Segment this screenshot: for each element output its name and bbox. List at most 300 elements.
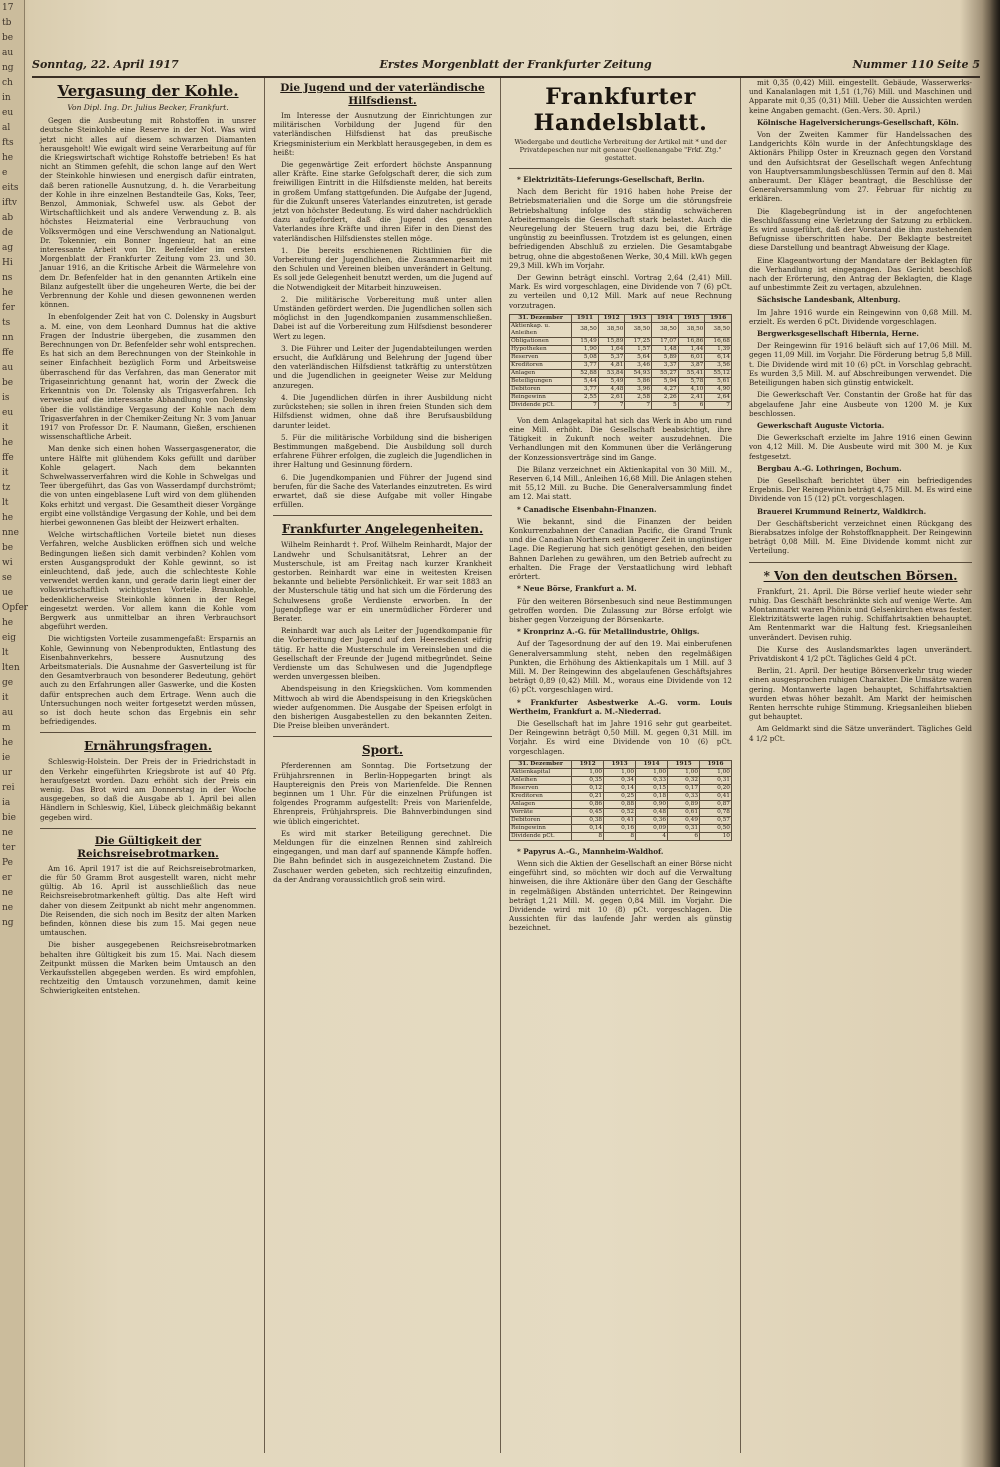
table-cell: Kreditoren [510, 361, 572, 369]
table-row [510, 768, 732, 776]
table-cell: 1,00 [572, 768, 604, 776]
article-body-auguste-victoria [749, 433, 972, 461]
edge-fragment: fer [2, 303, 15, 313]
paragraph: Am Geldmarkt sind die Sätze unverändert. Tägliches Geld 4 1/2 pCt. [749, 724, 972, 743]
paragraph: Die gegenwärtige Zeit erfordert höchste Anspannung aller Kräfte. Eine starke Gefolgschaft derer, die sich zum freiwilligen Eintritt in die Hilfsdienste melden, hat bereits in großem Umfang stattgefunden. Die Aufgabe der Jugend, für die Zukunft unseres Vaterlandes einzutreten, ist gerade jetzt von höchster Bedeutung. Es wird daher nachdrücklich dazu aufgefordert, daß die Jugend des gesamten Vaterlandes ihre Kräfte und ihren Eifer in den Dienst des vaterländischen Hilfsdienstes stellen möge. [273, 160, 492, 243]
edge-fragment: fts [2, 138, 14, 148]
article-title-landesbank: Sächsische Landesbank, Altenburg. [757, 295, 901, 305]
table-cell: 1,00 [604, 768, 636, 776]
edge-fragment: ffe [2, 348, 14, 358]
edge-fragment: he [2, 738, 14, 748]
table-cell: Aktienkapital [510, 768, 572, 776]
article-title-ernaehrung: Ernährungsfragen. [84, 739, 212, 754]
edge-fragment: it [2, 423, 9, 433]
table-cell: 3,96 [625, 385, 652, 393]
edge-fragment: he [2, 618, 14, 628]
table-row [510, 776, 732, 784]
paragraph: Abendspeisung in den Kriegsküchen. Vom kommenden Mittwoch ab wird die Abendspeisung in den Kriegsküchen wieder aufgenommen. Die Ausgabe der Speisen erfolgt in den bisherigen Ausgabestellen zu den bekannten Zeiten. Die Preise bleiben unverändert. [273, 684, 492, 731]
table-row [510, 832, 732, 840]
article-body-kronprinz [509, 639, 732, 694]
article-body-boersen [749, 587, 972, 743]
paragraph: Wenn sich die Aktien der Gesellschaft an einer Börse nicht eingeführt sind, so möchten wir doch auf die Verwaltung hinweisen, die ihre Aktionäre über den Gang der Geschäfte in regelmäßigen Abständen unterrichtet. Der Reingewinn beträgt 1,21 Mill. M. gegen 0,84 Mill. im Vorjahr. Die Dividende wird mit 10 (8) pCt. vorgeschlagen. Die Aussichten für das laufende Jahr werden als günstig bezeichnet. [509, 858, 732, 933]
table-cell: 38,50 [598, 322, 625, 337]
table-cell: 16,86 [678, 337, 705, 345]
table-cell: Anlagen [510, 800, 572, 808]
table-cell: 3,46 [625, 361, 652, 369]
table-row [510, 401, 732, 409]
article-body-continued [749, 78, 972, 115]
table-cell: 2,41 [678, 393, 705, 401]
article-body-vergasung [40, 116, 256, 726]
article-body-hibernia [749, 341, 972, 418]
paragraph: Berlin, 21. April. Der heutige Börsenverkehr trug wieder einen ausgesprochen ruhigen Charakter. Die Umsätze waren gering. Montanwerte lagen behauptet, Schiffahrtsaktien wurden etwas höher bezahlt. Am Markt der heimischen Renten herrschte ruhige Stimmung. Kriegsanleihen blieben gut behauptet. [749, 666, 972, 722]
edge-fragment: is [2, 393, 10, 403]
edge-fragment: lten [2, 663, 20, 673]
edge-fragment: be [2, 543, 14, 553]
table-header-cell: 1914 [652, 314, 679, 322]
article-title-brauerei: Brauerei Krummund Reinertz, Waldkirch. [757, 506, 927, 516]
paragraph: Die wichtigsten Vorteile zusammengefaßt: Ersparnis an Kohle, Gewinnung von Nebenprodukten, Entlastung des Eisenbahnverkehrs, bessere Ausnutzung des Arbeitsmaterials. Die Ausnahme der Gasverteilung ist für den Gesamtverbrauch von besonderer Bedeutung, gehört auch zu den Erfahrungen aller Gaswerke, und die Kosten dafür entsprechen auch dem Ertrage. Wenn auch die Untersuchungen noch weiter fortgesetzt werden müssen, so ist doch heute schon das Ergebnis ein sehr befriedigendes. [40, 634, 256, 727]
edge-fragment: eu [2, 408, 14, 418]
table-cell: Vorräte [510, 808, 572, 816]
table-cell: Reserven [510, 353, 572, 361]
edge-fragment: se [2, 573, 12, 583]
table-cell: 5,86 [625, 377, 652, 385]
edge-fragment: Pe [2, 858, 13, 868]
edge-fragment: bie [2, 813, 16, 823]
table-cell: Anleihen [510, 776, 572, 784]
paragraph: Wie bekannt, sind die Finanzen der beiden Konkurrenzbahnen der Canadian Pacific, die Grand Trunk und die Canadian Northern seit längerer Zeit in ungünstiger Lage. Die Regierung hat sich genötigt gesehen, den beiden Bahnen Darlehen zu gewähren, um den Betrieb aufrecht zu erhalten. Die Frage der Verstaatlichung wird lebhaft erörtert. [509, 516, 732, 582]
table-cell: 5,44 [572, 377, 599, 385]
article-title-hagelversicherung: Kölnische Hagelversicherungs-Gesellschaft, Köln. [757, 117, 959, 127]
table-cell: 55,27 [652, 369, 679, 377]
table-cell: 0,09 [636, 824, 668, 832]
article-body-ernaehrung [40, 757, 256, 821]
table-row [510, 808, 732, 816]
table-row [510, 353, 732, 361]
edge-fragment: ue [2, 588, 14, 598]
edge-fragment: tb [2, 18, 12, 28]
article-body-reisebrotmarken [40, 864, 256, 996]
paragraph: Nach dem Bericht für 1916 haben hohe Preise der Betriebsmaterialien und die Sorge um die störungsfreie Betriebshaltung infolge des ständig schwächeren Arbeitermangels die Gesellschaft stark belastet. Auch die Neuregelung der Steuern trug dazu bei, die Erträge ungünstig zu beeinflussen. Trotzdem ist es gelungen, einen befriedigenden Abschluß zu erzielen. Die Gesamtabgabe betrug, ohne die abgestoßenen Werke, 30,4 Mill. kWh gegen 29,3 Mill. kWh im Vorjahr. [509, 187, 732, 270]
paragraph: Für den weiteren Börsenbesuch sind neue Bestimmungen getroffen worden. Die Zulassung zur Börse erfolgt wie bisher gegen Vorzeigung der Börsenkarte. [509, 596, 732, 624]
table-cell: 38,50 [705, 322, 732, 337]
table-cell: 5,94 [652, 377, 679, 385]
table-cell: 0,36 [636, 816, 668, 824]
divider [40, 732, 256, 733]
edge-fragment: eig [2, 633, 16, 643]
table-cell: 4,10 [678, 385, 705, 393]
article-byline: Von Dipl. Ing. Dr. Julius Becker, Frankfurt. [67, 103, 229, 112]
table-cell: 38,50 [678, 322, 705, 337]
table-cell: 0,15 [636, 784, 668, 792]
table-cell: 0,87 [700, 800, 732, 808]
table-cell: 0,12 [572, 784, 604, 792]
table-cell: 3,77 [572, 361, 599, 369]
column-4 [740, 78, 980, 1453]
table-cell: 0,48 [636, 808, 668, 816]
paragraph: 4. Die Jugendlichen dürfen in ihrer Ausbildung nicht zurückstehen; sie sollen in ihren freien Stunden sich dem Hilfsdienst widmen, ohne daß ihre Berufsausbildung darunter leidet. [273, 392, 492, 430]
table-row [510, 322, 732, 337]
paragraph: 5. Für die militärische Vorbildung sind die bisherigen Bestimmungen maßgebend. Die Ausbildung soll durch erfahrene Führer erfolgen, die zugleich die Jugendlichen in ihrer Haltung und Gesinnung fördern. [273, 432, 492, 470]
article-title-sport: Sport. [361, 743, 404, 758]
paragraph: Die Klagebegründung ist in der angefochtenen Beschlußfassung eine Verletzung der Satzung zu erblicken. Es wird ausgeführt, daß der Vorstand die ihm zustehenden Befugnisse überschritten habe. Der Beklagte bestreitet diese Darstellung und beantragt Abweisung der Klage. [749, 206, 972, 253]
header-issue: Nummer 110 Seite 5 [852, 57, 980, 71]
table-cell: 2,61 [598, 393, 625, 401]
table-row [510, 337, 732, 345]
edge-fragment: ng [2, 918, 14, 928]
table-cell: 55,12 [705, 369, 732, 377]
divider [40, 828, 256, 829]
article-body-sport [273, 761, 492, 884]
paragraph: Die Gewerkschaft erzielte im Jahre 1916 einen Gewinn von 4,12 Mill. M. Die Ausbeute wird mit 300 M. je Kux festgesetzt. [749, 433, 972, 461]
edge-fragment: Opfer [2, 603, 29, 613]
edge-fragment: in [2, 93, 11, 103]
edge-fragment: he [2, 438, 14, 448]
table-cell: 4,27 [652, 385, 679, 393]
table-cell: 52,88 [572, 369, 599, 377]
paragraph: Gegen die Ausbeutung mit Rohstoffen in unsrer deutsche Steinkohle eine Reserve in der Not. Was wird jetzt nicht alles auf diesem schwarzen Diamanten herausgeholt! Wie ewigalt wird seine Verarbeitung auf für die Kriegswirtschaft wichtige Rohstoffe betrieben! Es hat nicht an Stimmen gefehlt, die schon lange auf den Wert der Steinkohle hinwiesen und energisch dafür eintraten, daß beren rationelle Ausnutzung, d. h. die Verarbeitung der Kohle in ihre einzelnen Bestandteile Gas, Koks, Teer, Benzol, Ammoniak, Schwefel usw. als Gebot der Wirtschaftlichkeit und als andere Verwendung z. B. als höchstes Heizmaterial eine Verbrauchung von Volksvermögen und eine Verschwendung an Nationalgut. Dr. Tokennier, ein Bonner Ingenieur, hat an eine interessante Arbeit von Dr. Befenfelder im ersten Morgenblatt der Frankfurter Zeitung vom 23. und 30. Januar 1916, an die Kritische Arbeit die Wärmelehre von dem Dr. Befenfelder hat in den genannten Artikeln eine Bilanz aufgestellt über die ungeheuren Werte, die bei der Verbrennung der Kohle und diesen gewonnenen werden können. [40, 116, 256, 310]
table-cell: 5,37 [598, 353, 625, 361]
table-cell: Beteiligungen [510, 377, 572, 385]
table-cell: 1,00 [668, 768, 700, 776]
edge-fragment: 17 [2, 3, 14, 13]
table-cell: 0,38 [572, 816, 604, 824]
table-cell: Debitoren [510, 816, 572, 824]
table-cell: 0,86 [572, 800, 604, 808]
article-title-elektrizitaet: * Elektrizitäts-Lieferungs-Gesellschaft, Berlin. [517, 175, 705, 184]
paragraph: Die Bilanz verzeichnet ein Aktienkapital von 30 Mill. M., Reserven 6,14 Mill., Anleihen 16,68 Mill. Die Anlagen stehen mit 55,12 Mill. zu Buche. Die Generalversammlung findet am 12. Mai statt. [509, 464, 732, 502]
paragraph: Die bisher ausgegebenen Reichsreisebrotmarken behalten ihre Gültigkeit bis zum 15. Mai. Nach diesem Zeitpunkt müssen die Marken beim Umtausch an den Verkaufsstellen abgegeben werden. Es wird empfohlen, rechtzeitig den Umtausch vorzunehmen, damit keine Schwierigkeiten entstehen. [40, 940, 256, 996]
edge-fragment: ne [2, 828, 14, 838]
table-cell: 8 [572, 832, 604, 840]
article-body-hagelversicherung [749, 130, 972, 292]
table-cell: 0,20 [700, 784, 732, 792]
table-header-cell: 1915 [668, 760, 700, 768]
table-row [510, 369, 732, 377]
paragraph: Schleswig-Holstein. Der Preis der in Friedrichstadt in den Verkehr eingeführten Kriegsbrote ist auf 40 Pfg. heraufgesetzt worden. Dazu erhöht sich der Preis ein wenig. Das Brot wird am Donnerstag in der Woche ausgegeben, so daß die Ausgabe ab 1. April bei allen Händlern in Schleswig, Kiel, Lübeck gleichmäßig bekannt gegeben wird. [40, 757, 256, 822]
edge-fragment: ter [2, 843, 16, 853]
edge-fragment: au [2, 363, 14, 373]
edge-fragment: rei [2, 783, 15, 793]
table-cell: 3,56 [705, 361, 732, 369]
table-cell: 17,07 [652, 337, 679, 345]
edge-fragment: au [2, 708, 14, 718]
table-cell: 3,37 [652, 361, 679, 369]
edge-fragment: be [2, 378, 14, 388]
header-paper-name: Erstes Morgenblatt der Frankfurter Zeitung [379, 57, 652, 71]
table-cell: 2,64 [705, 393, 732, 401]
edge-fragment: it [2, 693, 9, 703]
column-2 [264, 78, 500, 1453]
paragraph: Die Kurse des Auslandsmarktes lagen unverändert. Privatdiskont 4 1/2 pCt. Tägliches Geld 4 pCt. [749, 644, 972, 663]
table-cell: 0,41 [700, 792, 732, 800]
handelsblatt-note: Wiedergabe und deutliche Verbreitung der Artikel mit * und der Privatdepeschen nur mit genauer Quellenangabe "Frkf. Ztg." gestattet. [514, 138, 727, 162]
paragraph: Pferderennen am Sonntag. Die Fortsetzung der Frühjahrsrennen in Berlin-Hoppegarten bringt als Hauptereignis den Preis von Marienfelde. Die Rennen beginnen um 1 Uhr. Für die einzelnen Prüfungen ist folgendes Programm aufgestellt: Preis von Marienfelde, Ehrenpreis, Frühjahrspreis. Die Bahnverbindungen sind wie üblich eingerichtet. [273, 761, 492, 826]
table-cell: 2,26 [652, 393, 679, 401]
edge-fragment: ns [2, 273, 13, 283]
paragraph: Der Reingewinn für 1916 beläuft sich auf 17,06 Mill. M. gegen 11,09 Mill. im Vorjahr. Die Förderung betrug 5,8 Mill. t. Die Dividende wird mit 10 (6) pCt. in Vorschlag gebracht. Es wurden 3,5 Mill. M. auf Abschreibungen verwendet. Die Beteiligungen haben sich günstig entwickelt. [749, 341, 972, 388]
paragraph: Auf der Tagesordnung der auf den 19. Mai einberufenen Generalversammlung steht, neben den regelmäßigen Punkten, die Erhöhung des Aktienkapitals um 1 Mill. auf 3 Mill. M. Der Reingewinn des abgelaufenen Geschäftsjahres beträgt 0,89 (0,42) Mill. M., woraus eine Dividende von 12 (6) pCt. vorgeschlagen wird. [509, 639, 732, 695]
table-row [510, 361, 732, 369]
article-body-landesbank [749, 308, 972, 326]
table-cell: 0,35 [572, 776, 604, 784]
edge-fragment: ge [2, 678, 14, 688]
table-cell: 6,01 [678, 353, 705, 361]
article-body-frankfurter-angelegenheiten [273, 540, 492, 730]
table-cell: Kreditoren [510, 792, 572, 800]
article-title-kronprinz: * Kronprinz A.-G. für Metallindustrie, Ohligs. [517, 627, 700, 637]
article-body-elektrizitaet-cont [509, 416, 732, 502]
paragraph: Es wird mit starker Beteiligung gerechnet. Die Meldungen für die einzelnen Rennen sind zahlreich eingegangen, und man darf auf spannende Kämpfe hoffen. Die Bahn befindet sich in ausgezeichnetem Zustand. Die Zuschauer werden gebeten, sich rechtzeitig einzufinden, da der Andrang voraussichtlich groß sein wird. [273, 828, 492, 884]
table-cell: 5 [652, 401, 679, 409]
edge-fragment: eu [2, 108, 14, 118]
table-row [510, 345, 732, 353]
article-body-lothringen [749, 476, 972, 504]
edge-fragment: he [2, 288, 14, 298]
table-cell: 7 [598, 401, 625, 409]
column-3 [500, 78, 740, 1453]
table-cell: 0,21 [572, 792, 604, 800]
paragraph: Im Interesse der Ausnutzung der Einrichtungen zur militärischen Vorbildung der Jugend für den vaterländischen Hilfsdienst hat das preußische Kriegsministerium ein Merkblatt herausgegeben, in dem es heißt: [273, 111, 492, 157]
edge-fragment: e [2, 168, 8, 178]
edge-fragment: ch [2, 78, 13, 88]
table-cell: 1,39 [705, 345, 732, 353]
edge-fragment: ie [2, 753, 11, 763]
table-cell: 2,55 [572, 393, 599, 401]
table-cell: 5,78 [678, 377, 705, 385]
table-cell: 3,87 [678, 361, 705, 369]
paragraph: Der Geschäftsbericht verzeichnet einen Rückgang des Bierabsatzes infolge der Rohstoffknappheit. Der Reingewinn beträgt 0,08 Mill. M. Eine Dividende kommt nicht zur Verteilung. [749, 518, 972, 556]
paragraph: Am 16. April 1917 ist die auf Reichsreisebrotmarken, die für 50 Gramm Brot ausgestellt waren, nicht mehr gültig. Ab 16. April ist ausschließlich das neue Reichsreisebrotmarkenheft gültig. Das alte Heft wird daher von diesem Zeitpunkt ab nicht mehr angenommen. Die Reisenden, die sich noch im Besitz der alten Marken befinden, können diese bis zum 15. Mai gegen neue umtauschen. [40, 863, 256, 938]
article-title-canadische: * Canadische Eisenbahn-Finanzen. [517, 504, 657, 514]
paragraph: Welche wirtschaftlichen Vorteile bietet nun dieses Verfahren, welche Ausblicken eröffnen sich und welche Bedingungen ließen sich damit verbinden? Kohlen vom ersten Ausgangsprodukt der Kohle gewinnt, so ist einleuchtend, daß jede, auch die schlechteste Kohle verwendet werden kann, und gerade darin liegt einer der volkswirtschaftlich wichtigsten Vorteile. Braunkohle, bedenklicherweise Steinkohle können in der Regel eingesetzt werden. Vor allem kann die Kohle vom Bergwerk aus unmittelbar an ihren Verbrauchsort abgeführt werden. [40, 530, 256, 632]
table-cell: 0,31 [700, 776, 732, 784]
table-cell: 38,50 [625, 322, 652, 337]
article-body-elektrizitaet [509, 187, 732, 310]
table-cell: 5,64 [625, 353, 652, 361]
table-row [510, 393, 732, 401]
edge-fragment: m [2, 723, 11, 733]
table-cell: 55,41 [678, 369, 705, 377]
edge-fragment: it [2, 468, 9, 478]
table-header-cell: 1916 [700, 760, 732, 768]
edge-fragment: ne [2, 888, 14, 898]
edge-fragment: ag [2, 243, 14, 253]
paragraph: Von der Zweiten Kammer für Handelssachen des Landgerichts Köln wurde in der Anfechtungsklage des Aktionärs Philipp Oster in Kreuznach gegen den Vorstand und den Aufsichtsrat der Gesellschaft wegen Anfechtung von Hauptversammlungsbeschlüssen Termin auf den 8. Mai anberaumt. Der Kläger beantragt, die Beschlüsse der Generalversammlung vom 27. Februar für nichtig zu erklären. [749, 130, 972, 204]
edge-fragment: he [2, 513, 14, 523]
table-cell: Obligationen [510, 337, 572, 345]
edge-fragment: ia [2, 798, 11, 808]
financial-table-1 [509, 314, 732, 410]
table-cell: 1,48 [652, 345, 679, 353]
table-cell: 4 [636, 832, 668, 840]
table-cell: Reserven [510, 784, 572, 792]
edge-fragment: ne [2, 903, 14, 913]
paragraph: Von dem Anlagekapital hat sich das Werk in Abo um rund eine Mill. erhöht. Die Gesellschaft beabsichtigt, ihre Tätigkeit in Zukunft noch weiter auszudehnen. Die Verhandlungen mit den Kommunen über die Verlängerung der Konzessionsverträge sind im Gange. [509, 415, 732, 462]
table-cell: 4,48 [598, 385, 625, 393]
table-cell: 1,00 [700, 768, 732, 776]
table-cell: 4,90 [705, 385, 732, 393]
divider [749, 562, 972, 563]
article-title-reisebrotmarken: Die Gültigkeit der Reichsreisebrotmarken. [77, 834, 219, 860]
table-cell: 5,89 [652, 353, 679, 361]
table-cell: 0,34 [604, 776, 636, 784]
article-title-asbestwerke: * Frankfurter Asbestwerke A.-G. vorm. Louis Wertheim, Frankfurt a. M.-Niederrad. [509, 697, 732, 716]
table-row [510, 385, 732, 393]
table-cell: 0,41 [604, 816, 636, 824]
edge-fragment: wi [2, 558, 13, 568]
table-header-cell: 1913 [625, 314, 652, 322]
edge-fragment: ffe [2, 453, 14, 463]
table-cell: 16,68 [705, 337, 732, 345]
table-header-cell: 1912 [598, 314, 625, 322]
table-header-cell: 1916 [705, 314, 732, 322]
edge-fragment: be [2, 33, 14, 43]
paragraph: In ebenfolgender Zeit hat von C. Dolensky in Augsburt a. M. eine, von dem Leonhard Dumnus hat die aktive Fragen der Industrie übergeben, die zusammen den Berechnungen von Dr. Befenfelder sehr wohl entsprechen. Es hat sich an dem Berechnungen von der Steinkohle in seiner Einfachheit bezüglich Form und Arbeitsweise überraschend für das Verfahren, das man Generator mit Trigaseinrichtung genannt hat, worin der Zweck die Erkenntnis von Dr. Tolensky als Trigasverfahren. Ich verweise auf die interessante Abhandlung von Dolensky über die vollständige Vergasung der Kohle nach dem Trigasverfahren in der Chemiker-Zeitung Nr. 3 vom Januar 1917 von Professor Dr. F. Naumann, Gießen, erschienen wissenschaftliche Arbeit. [40, 312, 256, 442]
paragraph: Eine Klageantwortung der Mandatare der Beklagten für die Verhandlung ist eingegangen. Das Gericht beschloß nach der Erörterung, den Antrag der Beklagten, die Klage auf unbestimmte Zeit zu vertagen, abzulehnen. [749, 255, 972, 293]
edge-fragment: ts [2, 318, 11, 328]
table-header-cell: 1913 [604, 760, 636, 768]
table-cell: 0,52 [604, 808, 636, 816]
edge-fragment: ng [2, 63, 14, 73]
table-cell: Dividende pCt. [510, 832, 572, 840]
header-date: Sonntag, 22. April 1917 [32, 57, 179, 71]
table-header-cell: 31. Dezember [510, 314, 572, 322]
paragraph: Reinhardt war auch als Leiter der Jugendkompanie für die Vorbereitung der Jugend auf den Heeresdienst eifrig tätig. Er hatte die Musterschule im Vereinsleben und die Gesellschaft der Freunde der Jugend mitbegründet. Seine Verdienste um das Schulwesen und die Jugendpflege werden unvergessen bleiben. [273, 626, 492, 682]
article-title-auguste-victoria: Gewerkschaft Auguste Victoria. [757, 420, 885, 430]
edge-fragment: Hi [2, 258, 13, 268]
table-cell: 15,49 [572, 337, 599, 345]
table-header-cell: 31. Dezember [510, 760, 572, 768]
table-header-row [510, 760, 732, 768]
article-title-boersen: * Von den deutschen Börsen. [763, 568, 958, 583]
paragraph: Man denke sich einen hohen Wassergasgenerator, die untere Hälfte mit glühendem Koks gefüllt und darüber Kohle gelagert. Nach dem bekannten Schwelwasserverfahren wird die Kohle in Schwelgas und Teer übergeführt, das Gas von Wasserdampf durchströmt; die von unten eingeblasene Luft wird von dem glühenden Koks erhitzt und vergast. Die Gesamtheit dieser Vorgänge ergibt eine vollständige Vergasung der Kohle, und bei dem hierbei gewonnenen Gas bleibt der Heizwert erhalten. [40, 444, 256, 527]
paragraph: Die Gesellschaft berichtet über ein befriedigendes Ergebnis. Der Reingewinn beträgt 4,75 Mill. M. Es wird eine Dividende von 15 (12) pCt. vorgeschlagen. [749, 475, 972, 504]
paragraph: Die Gewerkschaft Ver. Constantin der Große hat für das abgelaufene Jahr eine Ausbeute von 1200 M. je Kux beschlossen. [749, 390, 972, 418]
table-cell: 1,64 [598, 345, 625, 353]
edge-fragment: nne [2, 528, 19, 538]
table-cell: 1,57 [625, 345, 652, 353]
table-cell: 2,58 [625, 393, 652, 401]
article-body-canadische [509, 517, 732, 581]
article-body-papyrus [509, 859, 732, 933]
paragraph: 6. Die Jugendkompanien und Führer der Jugend sind berufen, für die Sache des Vaterlandes einzutreten. Es wird erwartet, daß sie diese Aufgabe mit voller Hingabe erfüllen. [273, 472, 492, 510]
table-cell: 15,89 [598, 337, 625, 345]
table-cell: 7 [572, 401, 599, 409]
table-cell: 1,90 [572, 345, 599, 353]
table-cell: 0,78 [700, 808, 732, 816]
edge-fragment: lt [2, 648, 9, 658]
edge-fragment: au [2, 48, 14, 58]
table-header-cell: 1915 [678, 314, 705, 322]
edge-fragment: iftv [2, 198, 17, 208]
table-cell: 5,61 [705, 377, 732, 385]
edge-fragment: er [2, 873, 12, 883]
table-cell: 8 [604, 832, 636, 840]
table-cell: Reingewinn [510, 824, 572, 832]
left-page-edge [0, 0, 29, 1467]
financial-table-2 [509, 760, 732, 841]
paragraph: Die Gesellschaft hat im Jahre 1916 sehr gut gearbeitet. Der Reingewinn beträgt 0,50 Mill. M. gegen 0,31 Mill. im Vorjahr. Es wird eine Dividende von 10 (6) pCt. vorgeschlagen. [509, 718, 732, 756]
table-cell: 5,49 [598, 377, 625, 385]
article-body-neue-boerse [509, 597, 732, 625]
table-row [510, 824, 732, 832]
table-cell: 6 [668, 832, 700, 840]
table-cell: 0,45 [572, 808, 604, 816]
divider [273, 736, 492, 737]
edge-fragment: nn [2, 333, 14, 343]
table-cell: 53,84 [598, 369, 625, 377]
table-row [510, 784, 732, 792]
table-cell: 6 [678, 401, 705, 409]
paragraph: Der Gewinn beträgt einschl. Vortrag 2,64 (2,41) Mill. Mark. Es wird vorgeschlagen, eine Dividende von 7 (6) pCt. zu verteilen und 0,12 Mill. Mark auf neue Rechnung vorzutragen. [509, 273, 732, 310]
table-cell: 7 [705, 401, 732, 409]
table-cell: 6,14 [705, 353, 732, 361]
table-cell: 0,18 [636, 792, 668, 800]
table-cell: 0,88 [604, 800, 636, 808]
table-cell: Anlagen [510, 369, 572, 377]
table-cell: 17,25 [625, 337, 652, 345]
edge-fragment: eits [2, 183, 19, 193]
table-cell: 0,14 [604, 784, 636, 792]
edge-fragment: al [2, 123, 11, 133]
edge-fragment: ur [2, 768, 13, 778]
table-cell: 0,32 [668, 776, 700, 784]
table-row [510, 792, 732, 800]
article-body-brauerei [749, 519, 972, 556]
table-header-row [510, 314, 732, 322]
table-cell: 0,14 [572, 824, 604, 832]
paragraph: Wilhelm Reinhardt †. Prof. Wilhelm Reinhardt, Major der Landwehr und Schulsanitätsrat, Lehrer an der Musterschule, ist am Freitag nach kurzer Krankheit gestorben. Reinhardt war eine in weitesten Kreisen bekannte und beliebte Persönlichkeit. Er war seit 1883 an der Musterschule tätig und hat sich um die Förderung des Schulwesens große Verdienste erworben. In der Jugendpflege war er ein unermüdlicher Förderer und Berater. [273, 540, 492, 623]
table-cell: 0,33 [636, 776, 668, 784]
table-cell: 0,16 [604, 824, 636, 832]
column-1 [32, 78, 264, 1453]
table-header-cell: 1911 [572, 314, 599, 322]
table-cell: 0,50 [700, 824, 732, 832]
article-title-vergasung: Vergasung der Kohle. [57, 82, 239, 100]
table-cell: 5,08 [572, 353, 599, 361]
newspaper-columns [32, 78, 980, 1453]
table-cell: Dividende pCt. [510, 401, 572, 409]
table-cell: 0,25 [604, 792, 636, 800]
article-body-asbestwerke [509, 719, 732, 756]
table-cell: 3,77 [572, 385, 599, 393]
table-cell: 0,33 [668, 792, 700, 800]
paragraph: Im Jahre 1916 wurde ein Reingewinn von 0,68 Mill. M. erzielt. Es werden 6 pCt. Dividende vorgeschlagen. [749, 307, 972, 326]
table-cell: 10 [700, 832, 732, 840]
table-cell: 0,49 [668, 816, 700, 824]
table-cell: Reingewinn [510, 393, 572, 401]
edge-fragment: ab [2, 213, 14, 223]
table-header-cell: 1914 [636, 760, 668, 768]
table-cell: 38,50 [572, 322, 599, 337]
table-header-cell: 1912 [572, 760, 604, 768]
table-cell: Debitoren [510, 385, 572, 393]
paragraph: mit 0,35 (0,42) Mill. eingestellt. Gebäude, Wasserwerks- und Kanalanlagen mit 1,51 (1,76) Mill. und Maschinen und Apparate mit 0,35 (0,31) Mill. Ueber die Aussichten werden keine Angaben gemacht. (Gen.-Vers. 30. April.) [749, 78, 972, 115]
article-title-frankfurter-angelegenheiten: Frankfurter Angelegenheiten. [281, 522, 484, 537]
table-cell: 0,89 [668, 800, 700, 808]
table-cell: Hypotheken [510, 345, 572, 353]
article-title-lothringen: Bergbau A.-G. Lothringen, Bochum. [757, 463, 902, 473]
divider [509, 168, 732, 169]
edge-fragment: he [2, 153, 14, 163]
table-cell: Aktienkap. u. Anleihen [510, 322, 572, 337]
article-title-neue-boerse: * Neue Börse, Frankfurt a. M. [517, 584, 637, 594]
page-header [32, 55, 980, 78]
table-row [510, 377, 732, 385]
paragraph: 2. Die militärische Vorbereitung muß unter allen Umständen gefördert werden. Die Jugendlichen sollen sich möglichst in den Jugendkompanien zusammenschließen. Dabei ist auf die Vorbereitung zum Hilfsdienst besonderer Wert zu legen. [273, 294, 492, 341]
